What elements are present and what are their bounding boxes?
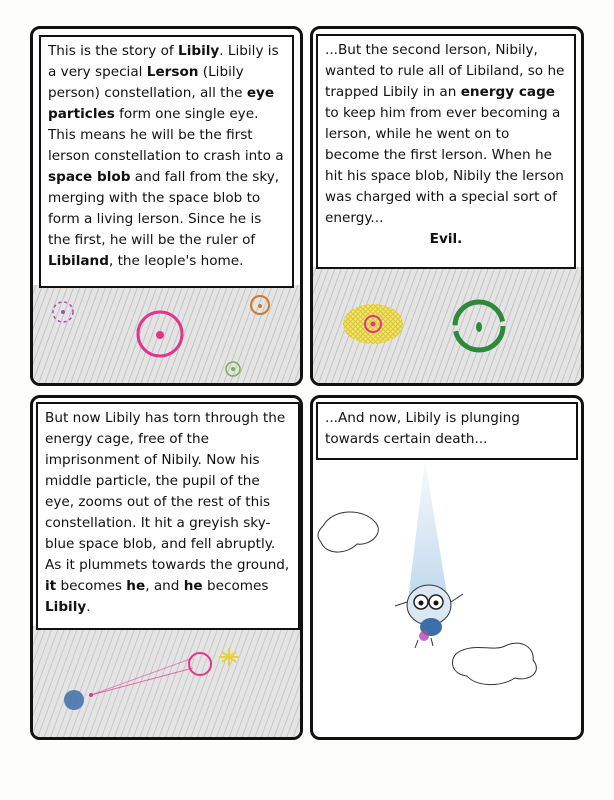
caption-ending-evil: Evil. — [429, 231, 463, 247]
fall-trail — [408, 460, 448, 600]
caption-bold-text: he — [126, 578, 146, 594]
falling-libily-drawing — [313, 460, 581, 737]
caption-text: This is the story of — [48, 43, 179, 59]
caption-text: ...And now, Libily is plunging towards certain death... — [325, 410, 520, 447]
caption-text: to keep him from ever becoming a lerson, while he went on to become the first lerson. When he hit his space blob, Nibily the lerson was charged with a special sort of energy... — [325, 105, 564, 226]
constellation-eye-drawing — [33, 279, 300, 383]
caption-text: ...But the second lerson, Nibily, wanted to rule all of Libiland, so he trapped Libily in an — [325, 42, 565, 100]
caption-text: But now Libily has torn through the energy cage, free of the imprisonment of Nibily. Now his middle particle, the pupil of the eye, zooms out of the rest of this constellation. It hit a greyish sky-blue space blob, and fell abruptly. As it plummets towards the ground, — [45, 410, 290, 573]
comic-panel-4 — [310, 395, 584, 740]
caption-bold-text: energy cage — [460, 84, 556, 100]
caption-bold-text: Libily — [45, 599, 87, 615]
caption-bold-text: he — [183, 578, 203, 594]
comic-panel-2 — [310, 26, 584, 386]
caption-text: , and — [145, 578, 184, 594]
caption-bold-text: Lerson — [146, 64, 199, 80]
energy-cage-drawing — [313, 269, 581, 383]
caption-bold-text: eye particles — [48, 85, 275, 122]
eye-ring-pink — [189, 653, 211, 675]
space-blob-blue — [64, 690, 84, 710]
caption-text: (Libily person) constellation, all the — [48, 64, 247, 101]
caption-bold-text: Libily — [178, 43, 220, 59]
zooming-pupil-drawing — [33, 630, 300, 737]
cloud-right — [452, 643, 536, 684]
caption-box-1 — [39, 35, 294, 288]
caption-bold-text: space blob — [48, 169, 131, 185]
caption-bold-text: it — [45, 578, 57, 594]
cloud-left — [318, 512, 378, 552]
caption-box-4 — [316, 402, 578, 460]
caption-box-2 — [316, 34, 576, 269]
caption-text: . — [86, 599, 91, 615]
caption-text: , the leople's home. — [108, 253, 244, 269]
caption-bold-text: Libiland — [48, 253, 109, 269]
libily-character — [395, 585, 463, 648]
caption-box-3 — [36, 402, 300, 630]
yellow-spark — [219, 648, 239, 666]
caption-text: . Libily is a very special — [48, 43, 279, 80]
caption-text: form one single eye. This means he will be the first lerson constellation to crash into a — [48, 106, 284, 164]
caption-text: becomes — [202, 578, 269, 594]
comic-panel-1 — [30, 26, 303, 386]
caption-text: and fall from the sky, merging with the space blob to form a living lerson. Since he is the first, he will be the ruler of — [48, 169, 280, 248]
comic-panel-3 — [30, 395, 303, 740]
caption-text: becomes — [56, 578, 127, 594]
